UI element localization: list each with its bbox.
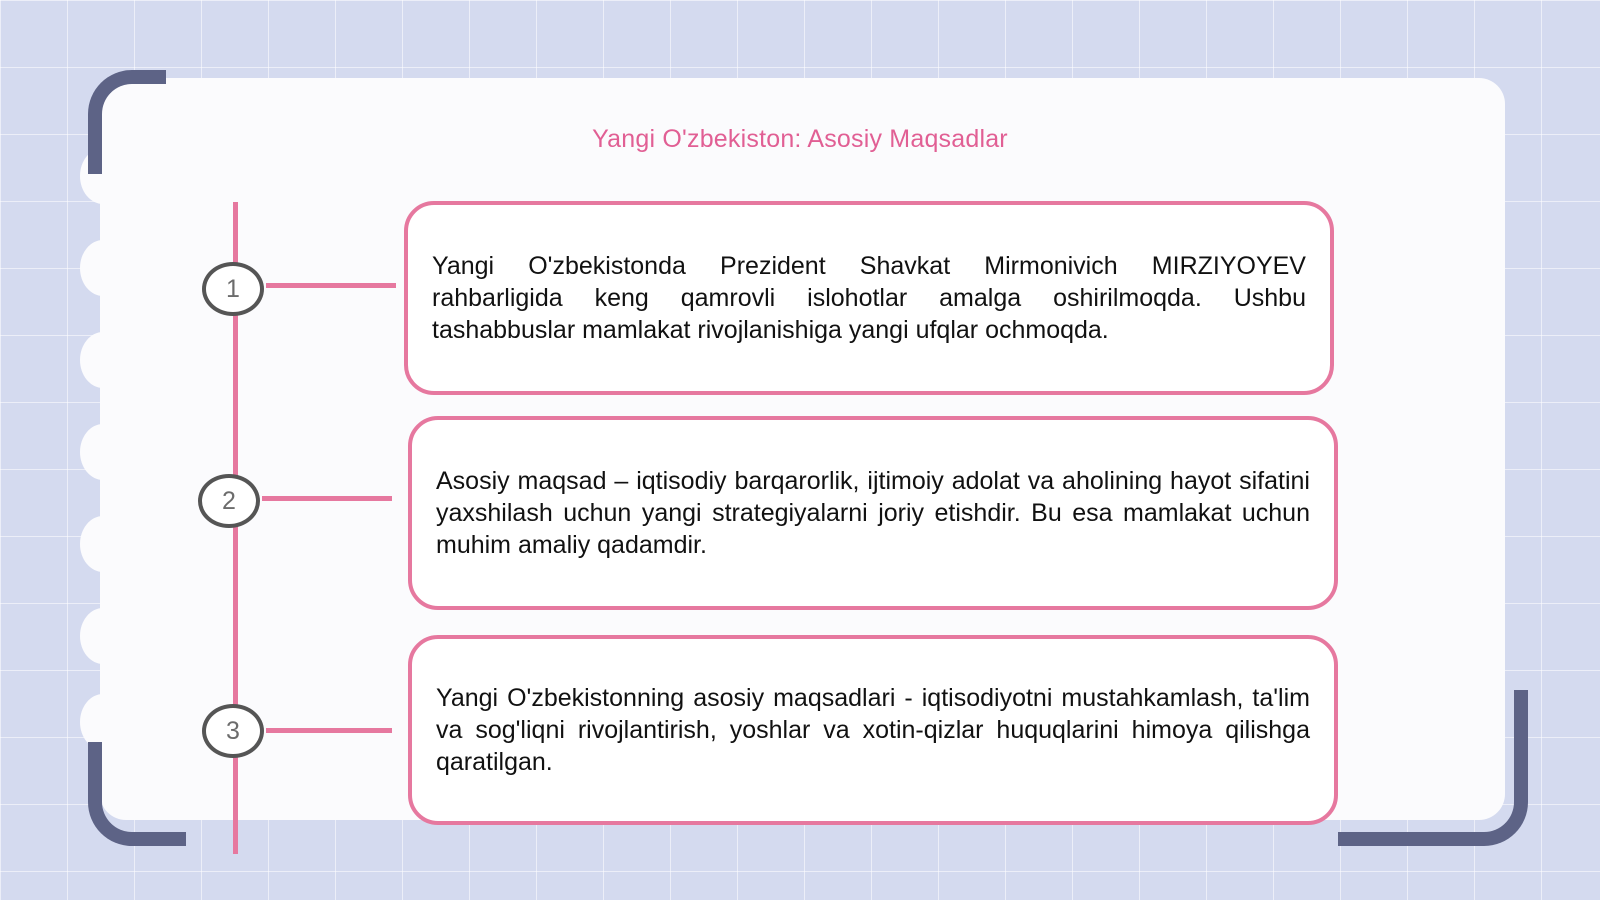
paper-scallop bbox=[80, 608, 126, 664]
step-text-1: Yangi O'zbekistonda Prezident Shavkat Mirmonivich MIRZIYOYEV rahbarligida keng qamrovli islohotlar amalga oshirilmoqda. Ushbu tashabbuslar mamlakat rivojlanishiga yangi ufqlar ochmoqda. bbox=[432, 252, 1306, 344]
paper-scallop bbox=[80, 240, 126, 296]
step-card-3 bbox=[408, 635, 1338, 825]
step-card-2 bbox=[408, 416, 1338, 610]
paper-scallop bbox=[80, 424, 126, 480]
timeline-connector-1 bbox=[266, 283, 396, 288]
step-text-3: Yangi O'zbekistonning asosiy maqsadlari - iqtisodiyotni mustahkamlash, ta'lim va sog'liqni rivojlantirish, yoshlar va xotin-qizlar huquqlarini himoya qilishga qaratilgan. bbox=[436, 684, 1310, 776]
frame-corner-bottom-left bbox=[88, 742, 186, 846]
step-number-badge-1: 1 bbox=[202, 262, 264, 316]
frame-corner-bottom-right bbox=[1338, 690, 1528, 846]
step-card-1 bbox=[404, 201, 1334, 395]
frame-corner-top-left bbox=[88, 70, 166, 174]
slide-title: Yangi O'zbekiston: Asosiy Maqsadlar bbox=[592, 125, 1008, 153]
step-text-2: Asosiy maqsad – iqtisodiy barqarorlik, ijtimoiy adolat va aholining hayot sifatini yaxshilash uchun yangi strategiyalarni joriy etishdir. Bu esa mamlakat uchun muhim amaliy qadamdir. bbox=[436, 467, 1310, 559]
paper-scallop bbox=[80, 516, 126, 572]
step-number-badge-3: 3 bbox=[202, 704, 264, 758]
step-number-badge-2: 2 bbox=[198, 474, 260, 528]
timeline-connector-3 bbox=[266, 728, 392, 733]
timeline-connector-2 bbox=[262, 496, 392, 501]
paper-scallop bbox=[80, 332, 126, 388]
